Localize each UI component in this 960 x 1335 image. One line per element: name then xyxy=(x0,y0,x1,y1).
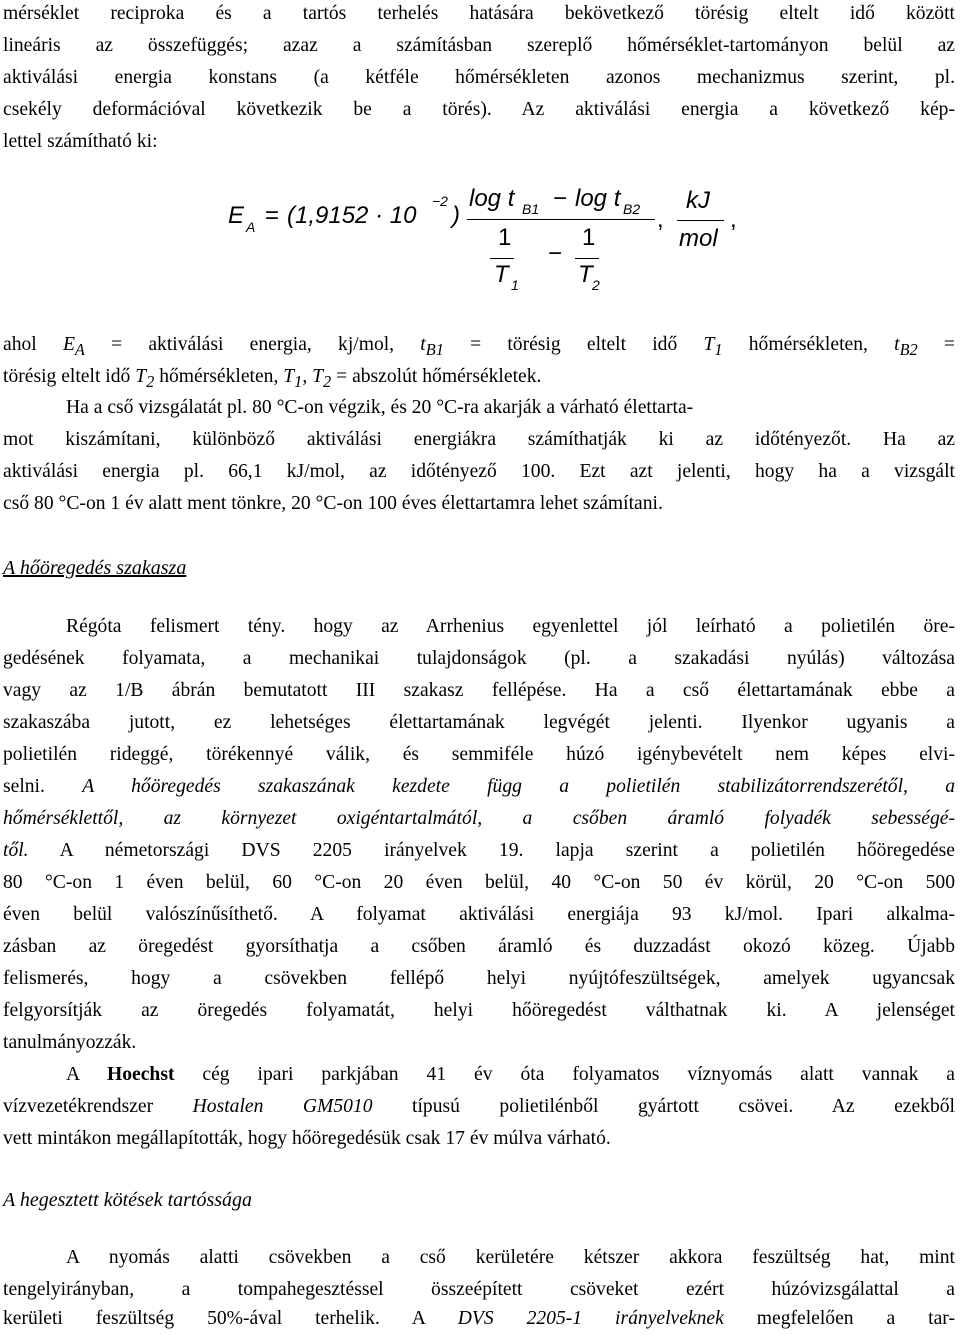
text-line: kerületi feszültség 50%-ával terhelik. A DVS 2205-1 irányelveknek megfelelően a tar- xyxy=(3,1308,955,1329)
formula-numerator-log-1: log t xyxy=(469,185,515,212)
formula-denominator-one-1: 1 xyxy=(498,224,512,251)
formula-numerator-sub-1: B1 xyxy=(522,201,540,217)
text-line: csekély deformációval következik be a törés). Az aktiválási energia a következő kép- xyxy=(3,99,955,120)
text-line: éven belül valószínűsíthető. A folyamat aktiválási energiája 93 kJ/mol. Ipari alkalma- xyxy=(3,904,955,925)
section-heading-hegesztett: A hegesztett kötések tartóssága xyxy=(3,1189,253,1211)
formula-denominator-bar-1 xyxy=(490,258,514,259)
text-line: től. A németországi DVS 2205 irányelvek 19. lapja szerint a polietilén hőöregedése xyxy=(3,840,955,861)
formula-denominator-t1: T xyxy=(494,261,509,288)
text-line: A nyomás alatti csövekben a cső kerületére kétszer akkora feszültség hat, mint xyxy=(66,1247,955,1268)
text-line: tanulmányozzák. xyxy=(3,1032,137,1053)
text-line: 80 °C-on 1 éven belül, 60 °C-on 20 éven belül, 40 °C-on 50 év körül, 20 °C-on 500 xyxy=(3,872,955,893)
text-line: polietilén rideggé, törékennyé válik, és semmiféle húzó igénybevételt nem képes elvi- xyxy=(3,744,955,765)
formula-numerator-minus: − xyxy=(553,185,568,212)
text-line: cső 80 °C-on 1 év alatt ment tönkre, 20 °C-on 100 éves élettartamra lehet számítani. xyxy=(3,493,663,514)
formula-numerator-log-2: log t xyxy=(575,185,621,212)
formula-coefficient-exponent: −2 xyxy=(432,193,448,209)
text-line: vett mintákon megállapították, hogy hőöregedésük csak 17 év múlva várható. xyxy=(3,1128,611,1149)
text-line: aktiválási energia konstans (a kétféle hőmérsékleten azonos mechanizmus szerint, pl. xyxy=(3,67,955,88)
formula-main-fraction-bar xyxy=(467,219,655,220)
formula-lhs-subscript: A xyxy=(246,219,256,235)
formula-denominator-bar-2 xyxy=(575,258,599,259)
formula-coefficient-close: ) xyxy=(452,202,460,229)
formula-unit-denominator: mol xyxy=(679,225,718,252)
text-line: szakaszába jutott, ez lehetséges élettartamának legvégét jelenti. Ilyenkor ugyanis a xyxy=(3,712,955,733)
formula-denominator-one-2: 1 xyxy=(582,224,596,251)
text-line: tengelyirányban, a tompahegesztéssel összeépített csöveket ezért húzóvizsgálattal a xyxy=(3,1279,955,1300)
text-line: vagy az 1/B ábrán bemutatott III szakasz fellépése. Ha a cső élettartamának ebbe a xyxy=(3,680,955,701)
section-heading-hooregedes: A hőöregedés szakasza xyxy=(3,557,187,579)
text-line: mérséklet reciproka és a tartós terhelés hatására bekövetkező törésig eltelt idő között xyxy=(3,3,955,24)
text-line: lineáris az összefüggés; azaz a számításban szereplő hőmérséklet-tartományon belül az xyxy=(3,35,955,56)
formula-unit-numerator: kJ xyxy=(686,187,710,214)
text-line: A Hoechst cég ipari parkjában 41 év óta folyamatos víznyomás alatt vannak a xyxy=(66,1064,955,1085)
text-line: Ha a cső vizsgálatát pl. 80 °C-on végzik, és 20 °C-ra akarják a várható élettarta- xyxy=(66,397,694,418)
text-line: selni. A hőöregedés szakaszának kezdete függ a polietilén stabilizátorrendszerétől, a xyxy=(3,776,955,797)
text-line: vízvezetékrendszer Hostalen GM5010 típusú polietilénből gyártott csövei. Az ezekből xyxy=(3,1096,956,1117)
text-line: Régóta felismert tény. hogy az Arrhenius egyenlettel jól leírható a polietilén öre- xyxy=(66,616,955,637)
formula-coefficient: (1,9152 · 10 xyxy=(287,202,417,229)
text-line: aktiválási energia pl. 66,1 kJ/mol, az időtényező 100. Ezt azt jelenti, hogy ha a vizsgált xyxy=(3,461,955,482)
text-line: hőmérséklettől, az környezet oxigéntartalmától, a csőben áramló folyadék sebességé- xyxy=(3,808,955,829)
text-line: mot kiszámítani, különböző aktiválási energiákra számíthatják ki az időtényezőt. Ha az xyxy=(3,429,955,450)
text-line: felismerés, hogy a csövekben fellépő helyi nyújtófeszültségek, amelyek ugyancsak xyxy=(3,968,955,989)
formula-denominator-t2: T xyxy=(578,261,593,288)
text-line: gedésének folyamata, a mechanikai tulajdonságok (pl. a szakadási nyúlás) változása xyxy=(3,648,955,669)
text-line: felgyorsítják az öregedés folyamatát, helyi hőöregedést válthatnak ki. A jelenséget xyxy=(3,1000,955,1021)
text-line: lettel számítható ki: xyxy=(3,131,158,152)
formula-comma-1: , xyxy=(657,206,664,233)
text-line: törésig eltelt idő $T_2$ hőmérsékleten, $T_1$, $T_2$ = abszolút hőmérsékletek. xyxy=(3,366,542,391)
formula-unit-fraction-bar xyxy=(677,220,724,221)
formula-lhs: E xyxy=(228,202,245,229)
formula-numerator-sub-2: B2 xyxy=(623,201,641,217)
formula-equals: = xyxy=(265,202,280,229)
text-line: zásban az öregedést gyorsíthatja a csőben áramló és duzzadást okozó közeg. Újabb xyxy=(3,936,955,957)
formula-comma-2: , xyxy=(730,206,737,233)
formula-denominator-minus: − xyxy=(548,240,563,267)
formula-denominator-t2-sub: 2 xyxy=(592,277,600,293)
text-line: ahol $E_A$ = aktiválási energia, kj/mol, $t_{B1}$ = törésig eltelt idő $T_1$ hőmérsékleten, $t_{B2}$ = xyxy=(3,334,955,359)
formula-denominator-t1-sub: 1 xyxy=(511,277,519,293)
